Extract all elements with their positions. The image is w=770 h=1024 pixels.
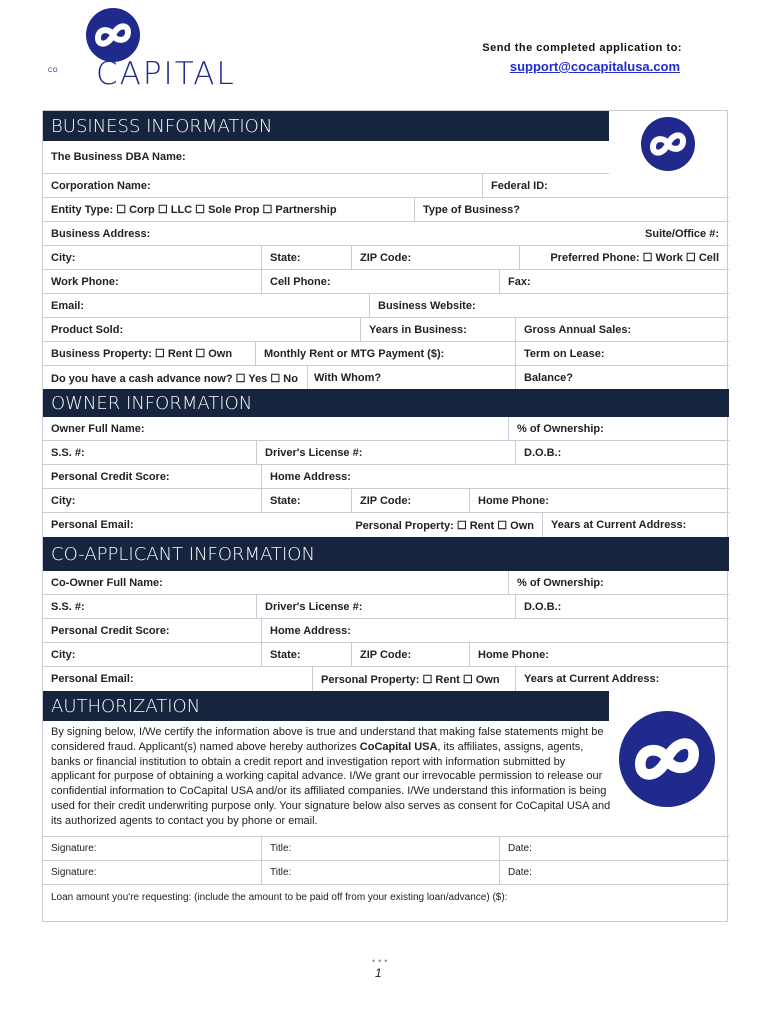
cash-advance-field[interactable]: Do you have a cash advance now? ☐ Yes ☐ No — [43, 366, 308, 390]
authorization-text-part: , its affiliates, assigns, agents, banks or financial institution to obtain a credit report and investigation report with information submitted by applicant for purpose of obtaining a working capital advance. I/We grant our irrevocable permission to release our confidential information to CoCapital USA and/or its affiliated companies. I/We understand this information is being used for their credit underwriting purpose only. Your signature below also serves as consent for CoCapital USA and its authorized agents to contact you by phone or email. — [51, 740, 611, 827]
form-row — [43, 294, 729, 318]
page-number: 1 — [375, 966, 382, 980]
suite-field[interactable]: Suite/Office #: — [645, 227, 719, 240]
owner-state-field[interactable]: State: — [262, 489, 352, 512]
cell-phone-field[interactable]: Cell Phone: — [262, 270, 500, 293]
fax-field[interactable]: Fax: — [508, 275, 531, 288]
business-email-field[interactable]: Email: — [43, 294, 370, 317]
side-logo-icon — [641, 117, 695, 171]
coowner-zip-field[interactable]: ZIP Code: — [352, 643, 470, 666]
coowner-state-field[interactable]: State: — [262, 643, 352, 666]
work-phone-field[interactable]: Work Phone: — [43, 270, 262, 293]
form-row — [43, 318, 729, 342]
authorization-text-part: By signing below, I/We certify the information above is true and understand that making false statements might be considered fraud. Applicant(s) named above hereby authorizes — [51, 726, 604, 753]
term-on-lease-field[interactable]: Term on Lease: — [524, 347, 605, 360]
entity-type-field[interactable]: Entity Type: ☐ Corp ☐ LLC ☐ Sole Prop ☐ Partnership — [43, 198, 415, 221]
coowner-license-field[interactable]: Driver's License #: — [257, 595, 516, 618]
coowner-dob-field[interactable]: D.O.B.: — [524, 600, 562, 613]
form-row — [43, 595, 729, 619]
coowner-city-field[interactable]: City: — [43, 643, 262, 666]
coowner-name-field[interactable]: Co-Owner Full Name: — [43, 571, 509, 594]
section-banner-authorization — [43, 691, 609, 721]
signature-field[interactable]: Signature: — [43, 861, 262, 884]
with-whom-field[interactable]: With Whom? — [308, 366, 516, 390]
signature-title-field[interactable]: Title: — [262, 837, 500, 860]
owner-ownership-field[interactable]: % of Ownership: — [517, 422, 604, 435]
dba-name-field[interactable]: The Business DBA Name: — [51, 151, 186, 163]
form-row — [43, 837, 729, 861]
send-instruction: Send the completed application to: — [482, 42, 682, 54]
owner-years-address-field[interactable]: Years at Current Address: — [551, 519, 687, 531]
form-row — [43, 417, 729, 441]
business-city-field[interactable]: City: — [43, 246, 262, 269]
loan-amount-field[interactable]: Loan amount you're requesting: (include the amount to be paid off from your existing loan/advance) ($): — [51, 891, 508, 903]
owner-city-field[interactable]: City: — [43, 489, 262, 512]
business-website-field[interactable]: Business Website: — [378, 299, 476, 312]
business-zip-field[interactable]: ZIP Code: — [352, 246, 520, 269]
gross-sales-field[interactable]: Gross Annual Sales: — [524, 323, 632, 336]
type-of-business-field[interactable]: Type of Business? — [423, 203, 520, 216]
signature-date-field[interactable]: Date: — [508, 867, 532, 878]
coowner-credit-score-field[interactable]: Personal Credit Score: — [43, 619, 262, 642]
corporation-name-field[interactable]: Corporation Name: — [43, 174, 483, 197]
company-logo-mark — [86, 8, 140, 62]
form-row — [43, 619, 729, 643]
company-name: CoCapital USA — [359, 740, 438, 753]
form-row — [43, 246, 729, 270]
owner-credit-score-field[interactable]: Personal Credit Score: — [43, 465, 262, 488]
form-row — [43, 571, 729, 595]
signature-field[interactable]: Signature: — [43, 837, 262, 860]
owner-dob-field[interactable]: D.O.B.: — [524, 446, 562, 459]
coowner-home-address-field[interactable]: Home Address: — [270, 624, 351, 637]
form-row — [43, 198, 729, 222]
form-row — [43, 222, 729, 246]
form-row — [43, 885, 729, 909]
form-row — [43, 441, 729, 465]
owner-license-field[interactable]: Driver's License #: — [257, 441, 516, 464]
business-property-field[interactable]: Business Property: ☐ Rent ☐ Own — [43, 342, 256, 365]
coowner-ownership-field[interactable]: % of Ownership: — [517, 576, 604, 589]
logo-prefix: CO — [48, 68, 58, 74]
coowner-years-address-field[interactable]: Years at Current Address: — [524, 673, 660, 685]
owner-zip-field[interactable]: ZIP Code: — [352, 489, 470, 512]
form-row — [43, 667, 729, 691]
balance-field[interactable]: Balance? — [524, 372, 573, 384]
owner-email-field[interactable]: Personal Email: — [43, 513, 543, 537]
federal-id-field[interactable]: Federal ID: — [491, 179, 548, 192]
owner-name-field[interactable]: Owner Full Name: — [43, 417, 509, 440]
coowner-property-field[interactable]: Personal Property: ☐ Rent ☐ Own — [313, 667, 516, 691]
owner-home-phone-field[interactable]: Home Phone: — [478, 494, 549, 507]
form-row — [43, 465, 729, 489]
owner-ssn-field[interactable]: S.S. #: — [43, 441, 257, 464]
product-sold-field[interactable]: Product Sold: — [43, 318, 361, 341]
rent-payment-field[interactable]: Monthly Rent or MTG Payment ($): — [256, 342, 516, 365]
form-row — [43, 513, 729, 537]
signature-title-field[interactable]: Title: — [262, 861, 500, 884]
business-address-field[interactable]: Business Address: — [51, 227, 151, 240]
authorization-statement — [51, 725, 611, 829]
form-row — [43, 270, 729, 294]
owner-home-address-field[interactable]: Home Address: — [270, 470, 351, 483]
logo-text: CAPITAL — [96, 56, 236, 92]
authorization-logo-icon — [619, 711, 715, 807]
form-row — [43, 489, 729, 513]
application-form — [42, 110, 728, 922]
form-row — [43, 861, 729, 885]
coowner-ssn-field[interactable]: S.S. #: — [43, 595, 257, 618]
page-dots: ••• — [372, 956, 391, 966]
section-banner-owner — [43, 389, 729, 417]
preferred-phone-field[interactable]: Preferred Phone: ☐ Work ☐ Cell — [550, 252, 719, 264]
years-in-business-field[interactable]: Years in Business: — [361, 318, 516, 341]
coowner-home-phone-field[interactable]: Home Phone: — [478, 648, 549, 661]
section-title: BUSINESS INFORMATION — [51, 115, 273, 137]
coowner-email-field[interactable]: Personal Email: — [43, 667, 313, 691]
form-row — [43, 174, 729, 198]
support-email-link[interactable]: support@cocapitalusa.com — [509, 59, 680, 74]
form-row — [43, 643, 729, 667]
business-state-field[interactable]: State: — [262, 246, 352, 269]
section-banner-business — [43, 111, 609, 141]
form-row — [43, 366, 729, 390]
section-banner-coapplicant — [43, 537, 729, 571]
form-row — [43, 141, 609, 174]
section-title: AUTHORIZATION — [51, 695, 201, 717]
section-title: CO-APPLICANT INFORMATION — [51, 543, 315, 565]
form-row — [43, 342, 729, 366]
section-title: OWNER INFORMATION — [51, 392, 253, 414]
owner-property-field[interactable]: Personal Property: ☐ Rent ☐ Own — [343, 513, 543, 537]
signature-date-field[interactable]: Date: — [508, 843, 532, 854]
